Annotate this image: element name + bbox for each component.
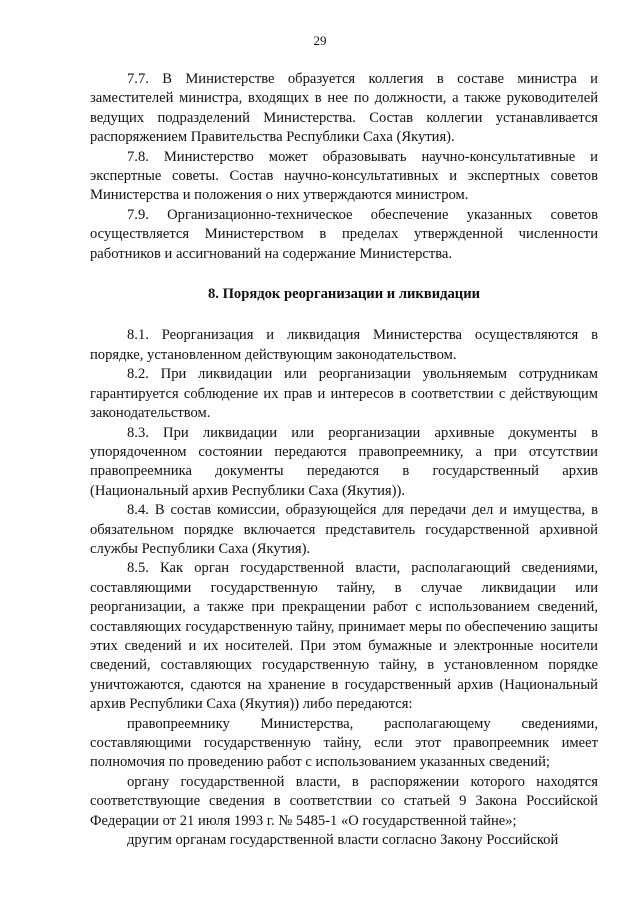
list-item-state-body: органу государственной власти, в распоряжении которого находятся соответствующие сведения в соответствии со статьей 9 Закона Российской Федерации от 21 июля 1993 г. № 5485-1 «О государственной тайне»; — [90, 773, 598, 829]
page-number: 29 — [313, 33, 327, 48]
paragraph-8-3: 8.3. При ликвидации или реорганизации архивные документы в упорядоченном состоянии передаются правопреемнику, а при отсутствии правопреемника документы передаются в государственный архив (Национальный архив Республики Саха (Якутия)). — [90, 424, 598, 499]
paragraph-8-2: 8.2. При ликвидации или реорганизации увольняемым сотрудникам гарантируется соблюдение их прав и интересов в соответствии с действующим законодательством. — [90, 366, 598, 422]
paragraph-8-1: 8.1. Реорганизация и ликвидация Министерства осуществляются в порядке, установленном действующим законодательством. — [90, 327, 598, 363]
paragraph-8-4: 8.4. В состав комиссии, образующейся для передачи дел и имущества, в обязательном порядке включается представитель государственной архивной службы Республики Саха (Якутия). — [90, 502, 598, 557]
list-item-other-bodies: другим органам государственной власти согласно Закону Российской — [127, 832, 559, 849]
section-heading: 8. Порядок реорганизации и ликвидации — [207, 286, 481, 303]
list-item-successor: правопреемнику Министерства, располагающему сведениями, составляющими государственную тайну, если этот правопреемник имеет полномочия по проведению работ с использованием указанных сведений; — [90, 715, 598, 771]
paragraph-7-9: 7.9. Организационно-техническое обеспечение указанных советов осуществляется Министерством в пределах утвержденной численности работников и ассигнований на содержание Министерства. — [90, 206, 598, 262]
document-body — [90, 70, 598, 850]
paragraph-7-8: 7.8. Министерство может образовывать научно-консультативные и экспертные советы. Состав научно-консультативных и экспертных советов Министерства и положения о них утверждаются министром. — [90, 148, 598, 204]
paragraph-7-7: 7.7. В Министерстве образуется коллегия в составе министра и заместителей министра, входящих в нее по должности, а также руководителей ведущих подразделений Министерства. Состав коллегии устанавливается распоряжением Правительства Республики Саха (Якутия). — [90, 71, 598, 146]
paragraph-8-5: 8.5. Как орган государственной власти, располагающий сведениями, составляющими государственную тайну, в случае ликвидации или реорганизации, а также при прекращении работ с использованием сведений, составляющих государственную тайну, принимает меры по обеспечению защиты этих сведений и их носителей. При этом бумажные и электронные носители сведений, составляющих государственную тайну, в установленном порядке уничтожаются, сдаются на хранение в государственный архив (Национальный архив Республики Саха (Якутия)) либо передаются: — [90, 560, 598, 713]
